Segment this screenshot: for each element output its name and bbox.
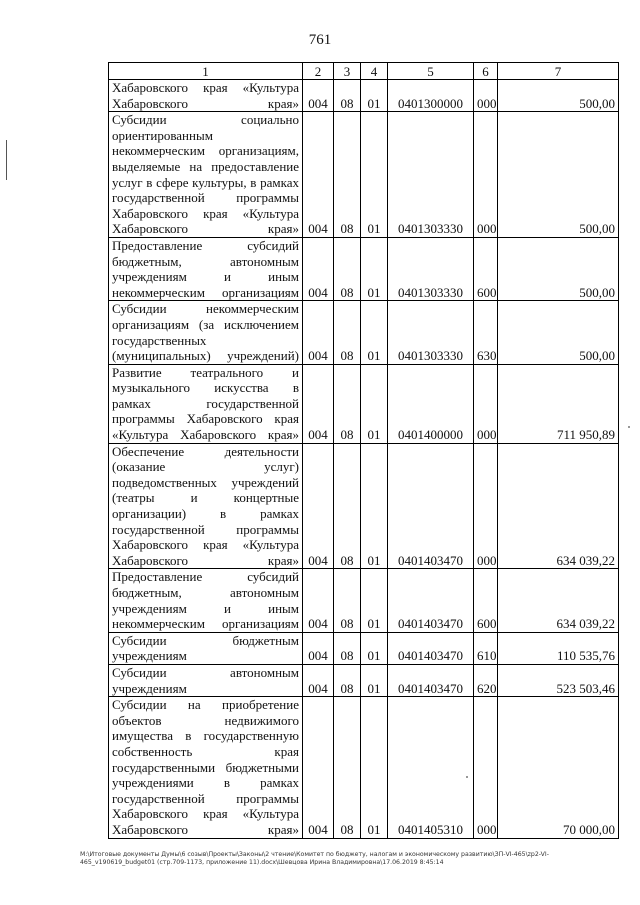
row-code-5: 0401400000 xyxy=(388,364,474,443)
row-code-4: 01 xyxy=(361,80,388,112)
header-cell: 7 xyxy=(498,63,619,80)
row-code-6: 000 xyxy=(474,112,498,238)
file-path-footer: М:\Итоговые документы Думы\6 созыв\Проекты\Законы\2 чтение\Комитет по бюджету, налогам и экономическому развитию\ЗП-VI-465\zp2-VI-465_v190619_budget01 (стр.709-1173, приложение 11).docx\Шевцова Ирина Владимировна\17.06.2019 8:45:14 xyxy=(80,851,549,866)
row-description: Субсидии на приобретение объектов недвижимого имущества в государственную собственность края государственными бюджетными учреждениями в рамках государственной программы Хабаровского края «Культура Хабаровского края» xyxy=(109,697,303,838)
row-code-2: 004 xyxy=(303,237,334,300)
row-amount: 711 950,89 xyxy=(498,364,619,443)
row-code-5: 0401403470 xyxy=(388,664,474,696)
budget-table xyxy=(108,62,619,839)
row-code-6: 620 xyxy=(474,664,498,696)
row-description: Субсидии некоммерческим организациям (за исключением государственных (муниципальных) учреждений) xyxy=(109,301,303,364)
row-code-6: 600 xyxy=(474,569,498,632)
row-code-4: 01 xyxy=(361,664,388,696)
row-code-5: 0401403470 xyxy=(388,569,474,632)
page-number: 761 xyxy=(308,32,332,48)
row-code-5: 0401300000 xyxy=(388,80,474,112)
row-amount: 634 039,22 xyxy=(498,569,619,632)
row-code-3: 08 xyxy=(334,237,361,300)
row-code-6: 000 xyxy=(474,697,498,838)
row-code-5: 0401403470 xyxy=(388,632,474,664)
row-code-3: 08 xyxy=(334,569,361,632)
row-code-6: 000 xyxy=(474,364,498,443)
row-amount: 500,00 xyxy=(498,112,619,238)
row-code-4: 01 xyxy=(361,632,388,664)
row-code-2: 004 xyxy=(303,443,334,569)
row-amount: 70 000,00 xyxy=(498,697,619,838)
scan-speck xyxy=(628,426,630,428)
row-code-3: 08 xyxy=(334,364,361,443)
row-code-5: 0401405310 xyxy=(388,697,474,838)
row-code-6: 630 xyxy=(474,301,498,364)
row-code-2: 004 xyxy=(303,664,334,696)
row-code-6: 000 xyxy=(474,80,498,112)
header-cell: 3 xyxy=(334,63,361,80)
row-code-2: 004 xyxy=(303,569,334,632)
row-code-2: 004 xyxy=(303,697,334,838)
table-row xyxy=(109,569,619,632)
row-code-6: 610 xyxy=(474,632,498,664)
header-cell: 4 xyxy=(361,63,388,80)
header-cell: 1 xyxy=(109,63,303,80)
table-row xyxy=(109,632,619,664)
row-code-5: 0401303330 xyxy=(388,237,474,300)
row-code-4: 01 xyxy=(361,569,388,632)
header-cell: 5 xyxy=(388,63,474,80)
row-description: Обеспечение деятельности (оказание услуг) подведомственных учреждений (театры и концертные организации) в рамках государственной программы Хабаровского края «Культура Хабаровского края» xyxy=(109,443,303,569)
row-code-3: 08 xyxy=(334,443,361,569)
header-row xyxy=(109,63,619,80)
row-code-6: 600 xyxy=(474,237,498,300)
table-row xyxy=(109,364,619,443)
row-code-3: 08 xyxy=(334,697,361,838)
table-row xyxy=(109,301,619,364)
row-code-3: 08 xyxy=(334,632,361,664)
table-row xyxy=(109,112,619,238)
header-cell: 6 xyxy=(474,63,498,80)
row-code-4: 01 xyxy=(361,443,388,569)
row-amount: 500,00 xyxy=(498,301,619,364)
row-code-3: 08 xyxy=(334,112,361,238)
table-row xyxy=(109,237,619,300)
table-row xyxy=(109,80,619,112)
row-code-4: 01 xyxy=(361,697,388,838)
row-amount: 500,00 xyxy=(498,237,619,300)
row-description: Субсидии бюджетным учреждениям xyxy=(109,632,303,664)
row-description: Субсидии социально ориентированным некоммерческим организациям, выделяемые на предоставление услуг в сфере культуры, в рамках государственной программы Хабаровского края «Культура Хабаровского края» xyxy=(109,112,303,238)
row-description: Предоставление субсидий бюджетным, автономным учреждениям и иным некоммерческим организациям xyxy=(109,237,303,300)
row-code-4: 01 xyxy=(361,301,388,364)
table-row xyxy=(109,443,619,569)
row-code-5: 0401303330 xyxy=(388,112,474,238)
row-amount: 634 039,22 xyxy=(498,443,619,569)
table-row xyxy=(109,664,619,696)
row-description: Развитие театрального и музыкального искусства в рамках государственной программы Хабаровского края «Культура Хабаровского края» xyxy=(109,364,303,443)
row-code-5: 0401403470 xyxy=(388,443,474,569)
row-code-2: 004 xyxy=(303,364,334,443)
margin-mark xyxy=(6,140,7,180)
row-amount: 523 503,46 xyxy=(498,664,619,696)
row-code-2: 004 xyxy=(303,112,334,238)
row-code-2: 004 xyxy=(303,632,334,664)
row-description: Субсидии автономным учреждениям xyxy=(109,664,303,696)
row-amount: 110 535,76 xyxy=(498,632,619,664)
row-code-6: 000 xyxy=(474,443,498,569)
row-code-3: 08 xyxy=(334,301,361,364)
row-description: Хабаровского края «Культура Хабаровского края» xyxy=(109,80,303,112)
row-amount: 500,00 xyxy=(498,80,619,112)
row-description: Предоставление субсидий бюджетным, автономным учреждениям и иным некоммерческим организациям xyxy=(109,569,303,632)
header-cell: 2 xyxy=(303,63,334,80)
row-code-4: 01 xyxy=(361,112,388,238)
table-row xyxy=(109,697,619,838)
row-code-3: 08 xyxy=(334,664,361,696)
row-code-2: 004 xyxy=(303,301,334,364)
row-code-3: 08 xyxy=(334,80,361,112)
row-code-5: 0401303330 xyxy=(388,301,474,364)
row-code-4: 01 xyxy=(361,237,388,300)
row-code-2: 004 xyxy=(303,80,334,112)
row-code-4: 01 xyxy=(361,364,388,443)
